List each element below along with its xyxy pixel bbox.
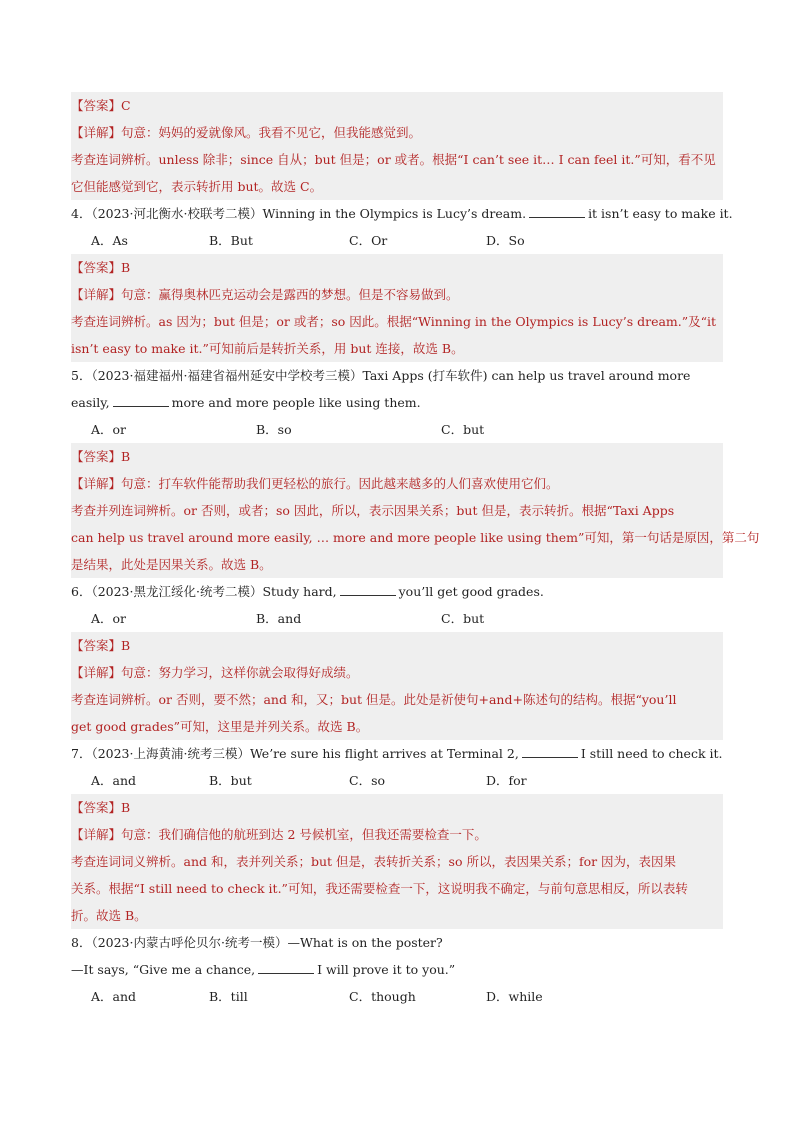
- question-text: more and more people like using them.: [171, 395, 421, 410]
- answer-label: 【答案】C: [71, 98, 131, 113]
- question-stem: [71, 362, 723, 389]
- question-number: 7．: [71, 746, 92, 761]
- question-number: 6．: [71, 584, 92, 599]
- answer-block-6: [71, 632, 723, 740]
- option-d: D．for: [486, 773, 527, 788]
- analysis-line: can help us travel around more easily, … more and more people like using them”可知，第一句话是原因，第二句: [71, 530, 760, 545]
- answer-blank: [529, 205, 585, 218]
- answer-label: 【答案】B: [71, 800, 131, 815]
- answer-blank: [258, 961, 314, 974]
- option-b: B．But: [209, 233, 253, 248]
- question-stem: [71, 578, 723, 605]
- question-stem-cont: [71, 389, 723, 416]
- analysis-line: isn’t easy to make it.”可知前后是转折关系，用 but 连接，故选 B。: [71, 341, 464, 356]
- answer-label: 【答案】B: [71, 449, 131, 464]
- detail-text: 句意：打车软件能帮助我们更轻松的旅行。因此越来越多的人们喜欢使用它们。: [121, 476, 559, 491]
- option-d: D．So: [486, 233, 525, 248]
- detail-text: 句意：努力学习，这样你就会取得好成绩。: [121, 665, 359, 680]
- question-7: [71, 740, 723, 794]
- detail-line: [71, 659, 723, 686]
- detail-line: [71, 281, 723, 308]
- answer-blank: [340, 583, 396, 596]
- options-row: [71, 767, 723, 794]
- answer-blank: [113, 394, 169, 407]
- question-source: （2023·河北衡水·校联考二模）: [91, 206, 263, 221]
- question-6: [71, 578, 723, 632]
- analysis-line: 考查并列连词辨析。or 否则，或者；so 因此，所以，表示因果关系；but 但是，表示转折。根据“Taxi Apps: [71, 503, 675, 518]
- question-source: （2023·福建福州·福建省福州延安中学校考三模）: [91, 368, 363, 383]
- question-text: —It says, “Give me a chance,: [71, 962, 256, 977]
- option-c: C．but: [441, 611, 485, 626]
- answer-block-5: [71, 443, 760, 578]
- question-source: （2023·内蒙古呼伦贝尔·统考一模）: [91, 935, 288, 950]
- detail-label: 【详解】: [71, 665, 122, 680]
- option-b: B．but: [209, 773, 252, 788]
- answer-block-7: [71, 794, 723, 929]
- question-text: Winning in the Olympics is Lucy’s dream.: [262, 206, 527, 221]
- question-5: [71, 362, 723, 443]
- question-text: Study hard,: [262, 584, 337, 599]
- options-row: [71, 983, 723, 1010]
- question-stem-cont: [71, 956, 723, 983]
- question-text: you’ll get good grades.: [398, 584, 544, 599]
- detail-line: [71, 470, 723, 497]
- analysis-line: 考查连词辨析。as 因为；but 但是；or 或者；so 因此。根据“Winning in the Olympics is Lucy’s dream.”及“it: [71, 314, 717, 329]
- analysis-line: get good grades”可知，这里是并列关系。故选 B。: [71, 719, 369, 734]
- analysis-line: 考查连词辨析。unless 除非；since 自从；but 但是；or 或者。根据“I can’t see it… I can feel it.”可知，看不见: [71, 152, 716, 167]
- analysis-line: 考查连词辨析。or 否则，要不然；and 和，又；but 但是。此处是祈使句+and+陈述句的结构。根据“you’ll: [71, 692, 677, 707]
- document-page: [71, 92, 760, 1010]
- option-a: A．or: [91, 611, 127, 626]
- detail-label: 【详解】: [71, 287, 122, 302]
- option-b: B．and: [256, 611, 302, 626]
- option-c: C．so: [349, 773, 386, 788]
- question-text: it isn’t easy to make it.: [588, 206, 733, 221]
- detail-label: 【详解】: [71, 125, 122, 140]
- detail-text: 句意：妈妈的爱就像风。我看不见它，但我能感觉到。: [121, 125, 422, 140]
- question-4: [71, 200, 733, 254]
- question-text: I will prove it to you.”: [317, 962, 456, 977]
- option-c: C．Or: [349, 233, 388, 248]
- question-text: I still need to check it.: [580, 746, 723, 761]
- answer-block-3: [71, 92, 723, 200]
- option-b: B．till: [209, 989, 248, 1004]
- options-row: [71, 227, 723, 254]
- options-row: [71, 605, 723, 632]
- analysis-line: 考查连词词义辨析。and 和，表并列关系；but 但是，表转折关系；so 所以，表因果关系；for 因为，表因果: [71, 854, 677, 869]
- detail-line: [71, 119, 723, 146]
- options-row: [71, 416, 723, 443]
- detail-line: [71, 821, 723, 848]
- question-source: （2023·上海黄浦·统考三模）: [91, 746, 250, 761]
- question-text: We’re sure his flight arrives at Terminal 2,: [249, 746, 519, 761]
- option-a: A．and: [91, 773, 137, 788]
- answer-label: 【答案】B: [71, 638, 131, 653]
- option-a: A．and: [91, 989, 137, 1004]
- analysis-line: 它但能感觉到它，表示转折用 but。故选 C。: [71, 179, 323, 194]
- answer-label: 【答案】B: [71, 260, 131, 275]
- analysis-line: 关系。根据“I still need to check it.”可知，我还需要检查一下，这说明我不确定，与前句意思相反，所以表转: [71, 881, 688, 896]
- question-number: 4．: [71, 206, 92, 221]
- option-d: D．while: [486, 989, 543, 1004]
- question-text: easily,: [71, 395, 110, 410]
- question-source: （2023·黑龙江绥化·统考二模）: [91, 584, 263, 599]
- option-a: A．or: [91, 422, 127, 437]
- detail-label: 【详解】: [71, 476, 122, 491]
- question-number: 8．: [71, 935, 92, 950]
- analysis-line: 是结果，此处是因果关系。故选 B。: [71, 557, 272, 572]
- answer-blank: [522, 745, 578, 758]
- option-a: A．As: [91, 233, 128, 248]
- question-text: Taxi Apps (打车软件) can help us travel around more: [362, 368, 691, 383]
- question-stem: [71, 929, 723, 956]
- question-text: —What is on the poster?: [287, 935, 443, 950]
- detail-text: 句意：赢得奥林匹克运动会是露西的梦想。但是不容易做到。: [121, 287, 459, 302]
- detail-label: 【详解】: [71, 827, 122, 842]
- detail-text: 句意：我们确信他的航班到达 2 号候机室，但我还需要检查一下。: [121, 827, 487, 842]
- question-stem: [71, 740, 723, 767]
- option-c: C．though: [349, 989, 416, 1004]
- analysis-line: 折。故选 B。: [71, 908, 147, 923]
- option-c: C．but: [441, 422, 485, 437]
- question-stem: [71, 200, 733, 227]
- answer-block-4: [71, 254, 723, 362]
- question-number: 5．: [71, 368, 92, 383]
- option-b: B．so: [256, 422, 292, 437]
- question-8: [71, 929, 723, 1010]
